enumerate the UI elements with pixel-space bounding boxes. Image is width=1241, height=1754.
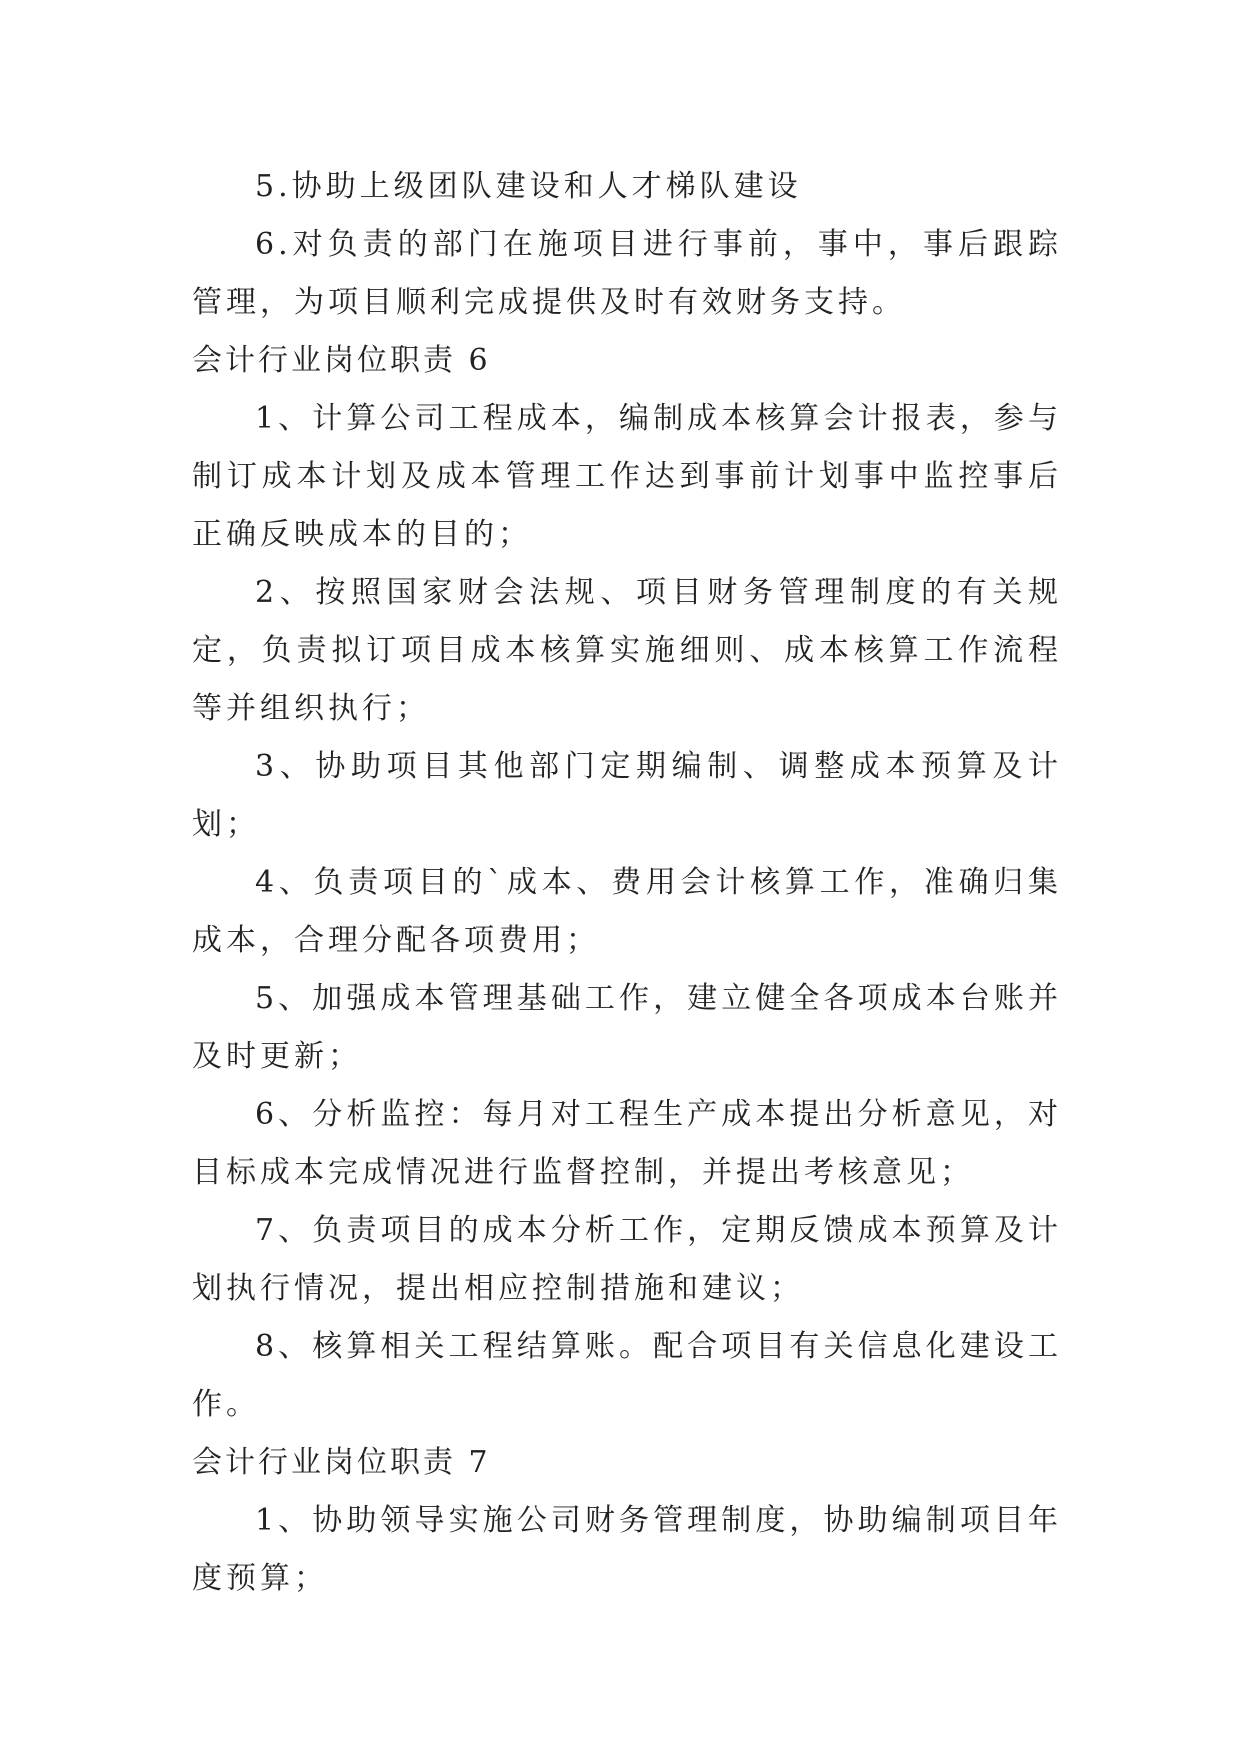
- paragraph-team-building: 5.协助上级团队建设和人才梯队建设: [255, 169, 802, 204]
- duty-item-6-6: 6、分析监控：每月对工程生产成本提出分析意见，对目标成本完成情况进行监督控制，并提出考核意见；: [192, 1097, 1062, 1190]
- duty-item-6-4: 4、负责项目的`成本、费用会计核算工作，准确归集成本，合理分配各项费用；: [192, 865, 1062, 958]
- section-heading-6: 会计行业岗位职责 6: [192, 343, 491, 378]
- duty-item-7-1: 1、协助领导实施公司财务管理制度，协助编制项目年度预算；: [192, 1503, 1062, 1596]
- duty-item-6-7: 7、负责项目的成本分析工作，定期反馈成本预算及计划执行情况，提出相应控制措施和建议；: [192, 1213, 1062, 1306]
- duty-item-6-8: 8、核算相关工程结算账。配合项目有关信息化建设工作。: [192, 1329, 1062, 1422]
- duty-item-6-3: 3、协助项目其他部门定期编制、调整成本预算及计划；: [192, 749, 1062, 842]
- paragraph-project-tracking: 6.对负责的部门在施项目进行事前，事中，事后跟踪管理，为项目顺利完成提供及时有效财务支持。: [192, 227, 1062, 320]
- duty-item-6-1: 1、计算公司工程成本，编制成本核算会计报表，参与制订成本计划及成本管理工作达到事前计划事中监控事后正确反映成本的目的；: [192, 401, 1062, 552]
- document-body: [192, 158, 1062, 1608]
- duty-item-6-2: 2、按照国家财会法规、项目财务管理制度的有关规定，负责拟订项目成本核算实施细则、成本核算工作流程等并组织执行；: [192, 575, 1062, 726]
- duty-item-6-5: 5、加强成本管理基础工作，建立健全各项成本台账并及时更新；: [192, 981, 1062, 1074]
- section-heading-7: 会计行业岗位职责 7: [192, 1445, 491, 1480]
